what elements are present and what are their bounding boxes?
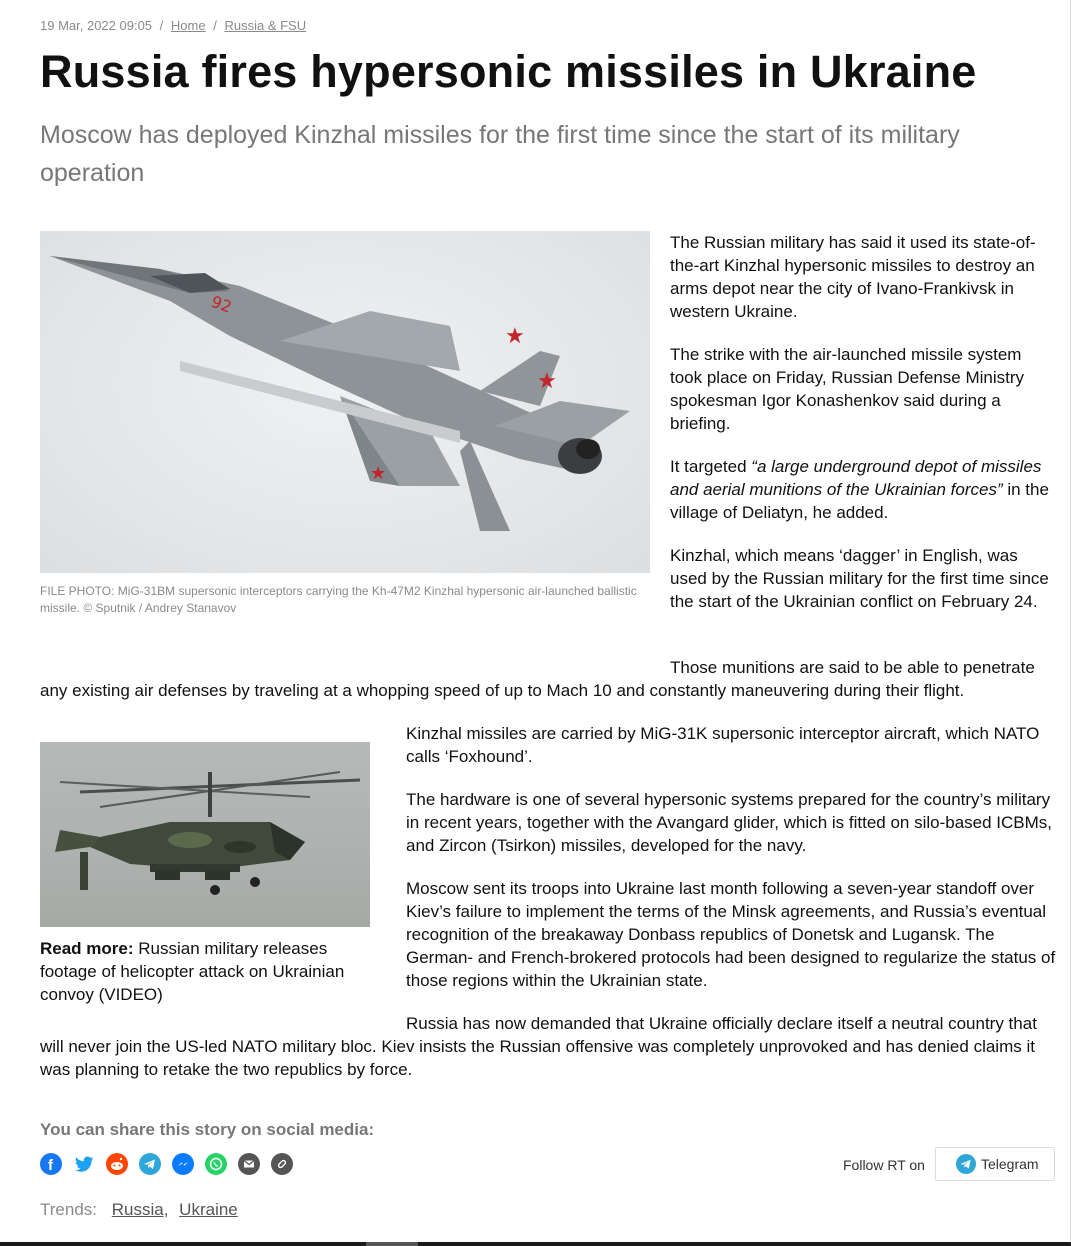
telegram-icon[interactable] [139, 1153, 161, 1175]
paragraph-text: Those munitions are said to be able to penetrate any existing air defenses by traveling at a whopping speed of up to Mach 10 and constantly maneuvering during their flight. [40, 658, 1035, 700]
article-title: Russia fires hypersonic missiles in Ukraine [40, 46, 977, 97]
publish-date: 19 Mar, 2022 09:05 [40, 18, 153, 33]
read-more-card[interactable] [40, 742, 370, 1006]
follow-label: Follow RT on [843, 1157, 925, 1173]
quoted-text: “a large underground depot of missiles and aerial munitions of the Ukrainian forces” [670, 457, 1042, 499]
paragraph-3 [670, 455, 1058, 524]
paragraph-1 [670, 231, 1058, 323]
paragraph-8 [406, 877, 1058, 992]
trend-russia[interactable]: Russia, [111, 1200, 169, 1219]
link-icon[interactable] [271, 1153, 293, 1175]
reddit-icon[interactable] [106, 1153, 128, 1175]
paragraph-text: Russia has now demanded that Ukraine officially declare itself a neutral country that will never join the US-led NATO military bloc. Kiev insists the Russian offensive was completely unprovoked and has denied claims it was planning to retake the two republics by force. [40, 1014, 1037, 1079]
whatsapp-icon[interactable] [205, 1153, 227, 1175]
paragraph-6 [406, 722, 1058, 768]
svg-text:★: ★ [537, 369, 557, 394]
read-more-label: Read more: [40, 939, 134, 958]
mig31-jet-photo [40, 231, 650, 573]
paragraph-text: Kinzhal, which means ‘dagger’ in English, was used by the Russian military for the first time since the start of the Ukrainian conflict on February 24. [670, 546, 1049, 611]
article-meta [40, 18, 306, 33]
telegram-follow-button[interactable] [935, 1147, 1055, 1181]
article-subtitle: Moscow has deployed Kinzhal missiles for the first time since the start of its military operation [40, 121, 960, 187]
helicopter-photo[interactable] [40, 742, 370, 927]
read-more-link[interactable] [40, 937, 370, 1006]
paragraph-5 [40, 656, 1058, 702]
main-figure-caption: FILE PHOTO: MiG-31BM supersonic interceptors carrying the Kh-47M2 Kinzhal hypersonic air-launched ballistic missile. © Sputnik / Andrey Stanavov [40, 584, 637, 615]
messenger-icon[interactable] [172, 1153, 194, 1175]
paragraph-text-plain: It targeted [670, 457, 752, 476]
paragraph-4 [670, 544, 1058, 613]
telegram-icon [956, 1154, 976, 1174]
bottom-scrollbar[interactable] [0, 1242, 1071, 1246]
share-icons [40, 1153, 293, 1175]
main-figure [40, 231, 650, 617]
twitter-icon[interactable] [73, 1153, 95, 1175]
paragraph-text: Kinzhal missiles are carried by MiG-31K supersonic interceptor aircraft, which NATO calls ‘Foxhound’. [406, 724, 1040, 766]
breadcrumb-separator: / [159, 18, 164, 33]
paragraph-text [670, 455, 1058, 524]
share-title: You can share this story on social media: [40, 1120, 375, 1139]
paragraph-text: Moscow sent its troops into Ukraine last month following a seven-year standoff over Kiev’s failure to implement the terms of the Minsk agreements, and Russia’s eventual recognition of the breakaway Donbass republics of Donetsk and Lugansk. The German- and French-brokered protocols had been designed to regularize the status of those regions within the Ukrainian state. [406, 879, 1056, 990]
svg-text:★: ★ [505, 324, 525, 349]
paragraph-text-plain: in the village of Deliatyn, he added. [670, 480, 1049, 522]
trend-ukraine[interactable]: Ukraine [179, 1200, 238, 1219]
svg-text:92: 92 [208, 291, 235, 317]
scrollbar-thumb[interactable] [366, 1242, 418, 1246]
trends-label: Trends: [40, 1200, 98, 1219]
breadcrumb-separator: / [213, 18, 217, 33]
breadcrumb-home[interactable]: Home [170, 18, 206, 33]
paragraph-9 [40, 1012, 1058, 1081]
telegram-follow-label: Telegram [981, 1156, 1039, 1172]
paragraph-text: The strike with the air-launched missile system took place on Friday, Russian Defense Ministry spokesman Igor Konashenkov said during a briefing. [670, 345, 1025, 433]
facebook-icon[interactable] [40, 1153, 62, 1175]
paragraph-7 [406, 788, 1058, 857]
paragraph-text: The hardware is one of several hypersonic systems prepared for the country’s military in recent years, together with the Avangard glider, which is fitted on silo-based ICBMs, and Zircon (Tsirkon) missiles, developed for the navy. [406, 790, 1053, 855]
svg-text:★: ★ [370, 463, 387, 484]
email-icon[interactable] [238, 1153, 260, 1175]
paragraph-2 [670, 343, 1058, 435]
breadcrumb-russia-fsu[interactable]: Russia & FSU [224, 18, 307, 33]
trends [40, 1200, 238, 1220]
svg-text:f: f [48, 1157, 53, 1174]
paragraph-text: The Russian military has said it used its state-of-the-art Kinzhal hypersonic missiles to destroy an arms depot near the city of Ivano-Frankivsk in western Ukraine. [670, 233, 1036, 321]
read-more-text[interactable]: Russian military releases footage of helicopter attack on Ukrainian convoy (VIDEO) [40, 939, 345, 1004]
